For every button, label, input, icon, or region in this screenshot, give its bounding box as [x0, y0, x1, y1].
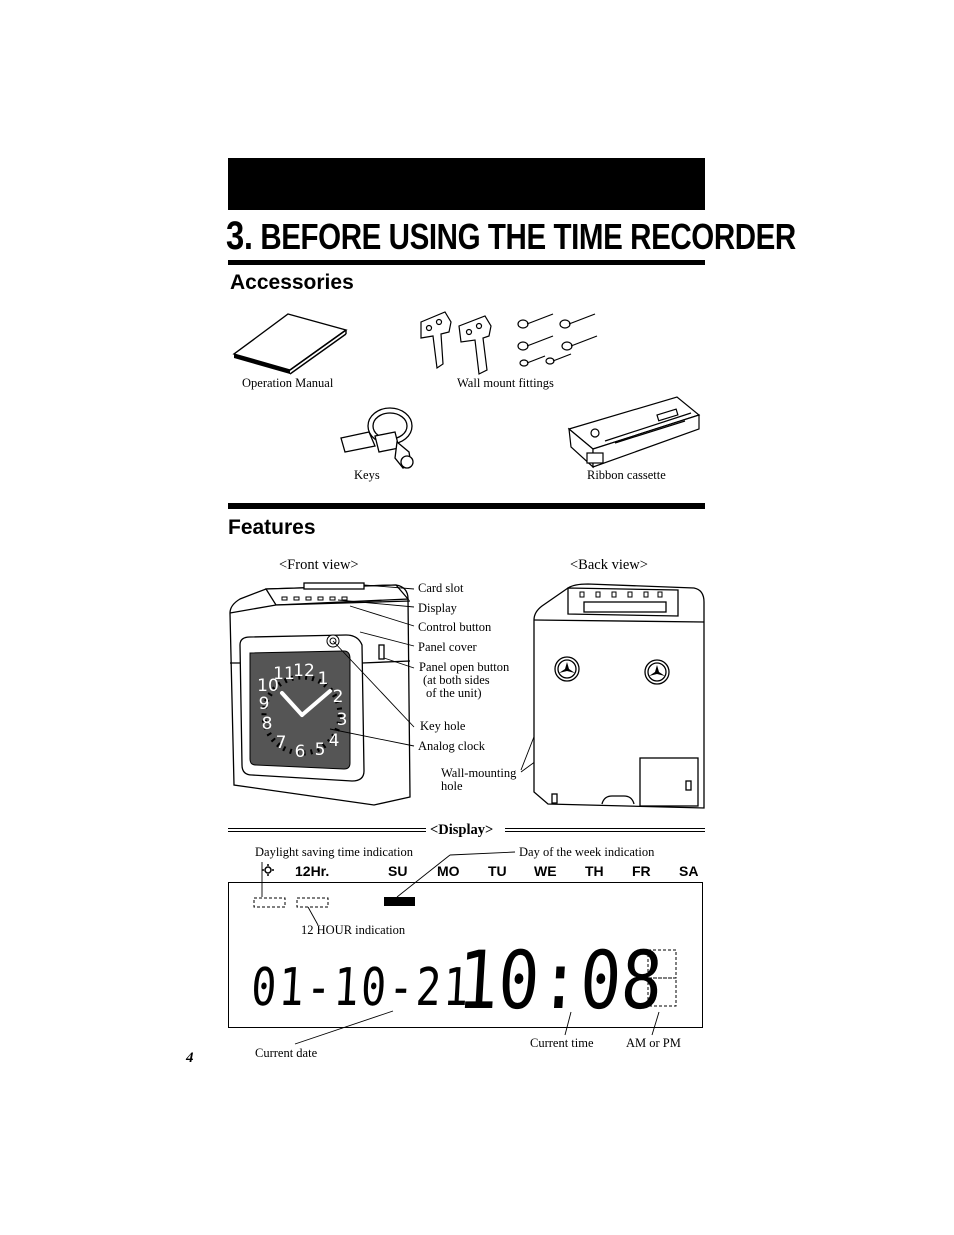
am-pm-label: AM or PM [626, 1036, 681, 1050]
panel-open-button-note: of the unit) [426, 686, 482, 700]
current-time-readout: 10:08 [454, 934, 665, 1027]
card-slot-label: Card slot [418, 581, 464, 595]
features-heading: Features [228, 516, 316, 539]
wall-mount-fittings-label: Wall mount fittings [457, 376, 554, 390]
clock-numeral: 3 [336, 710, 348, 730]
panel-cover-label: Panel cover [418, 640, 477, 654]
page-number: 4 [186, 1050, 194, 1066]
wall-mounting-hole-label: hole [441, 779, 463, 793]
clock-numeral: 9 [258, 694, 270, 714]
front-view-label: <Front view> [279, 557, 359, 573]
control-button-label: Control button [418, 620, 492, 634]
clock-numeral: 10 [257, 676, 279, 696]
clock-numeral: 11 [273, 664, 295, 684]
day-label: FR [632, 863, 651, 879]
current-date-readout: 01-10-21 [249, 958, 473, 1018]
dow-indication-label: Day of the week indication [519, 845, 655, 859]
clock-numeral: 2 [332, 687, 344, 707]
current-time-label: Current time [530, 1036, 594, 1050]
day-label: TH [585, 863, 604, 879]
day-label: MO [437, 863, 460, 879]
clock-numeral: 4 [328, 731, 340, 751]
display-heading: <Display> [430, 822, 494, 838]
hour-mode-label: 12Hr. [295, 863, 330, 879]
key-hole-label: Key hole [420, 719, 466, 733]
clock-numeral: 1 [317, 669, 329, 689]
twelve-hour-indication-label: 12 HOUR indication [301, 923, 406, 937]
chapter-title: 3. BEFORE USING THE TIME RECORDER [226, 214, 796, 258]
back-view-label: <Back view> [570, 557, 648, 573]
clock-numeral: 6 [294, 742, 306, 762]
display-label: Display [418, 601, 457, 615]
accessories-heading: Accessories [230, 271, 354, 294]
clock-numeral: 7 [275, 733, 287, 753]
panel-open-button-note: (at both sides [423, 673, 490, 687]
current-date-label: Current date [255, 1046, 318, 1060]
wall-mounting-hole-label: Wall-mounting [441, 766, 517, 780]
keys-label: Keys [354, 468, 380, 482]
day-label: SU [388, 863, 408, 879]
day-label: TU [488, 863, 507, 879]
ribbon-cassette-label: Ribbon cassette [587, 468, 666, 482]
operation-manual-label: Operation Manual [242, 376, 334, 390]
clock-numeral: 5 [314, 740, 326, 760]
panel-open-button-label: Panel open button [419, 660, 510, 674]
clock-numeral: 8 [261, 714, 273, 734]
day-label: WE [534, 863, 557, 879]
analog-clock-label: Analog clock [418, 739, 485, 753]
clock-numeral: 12 [293, 661, 315, 681]
day-label: SA [679, 863, 699, 879]
dst-indication-label: Daylight saving time indication [255, 845, 413, 859]
